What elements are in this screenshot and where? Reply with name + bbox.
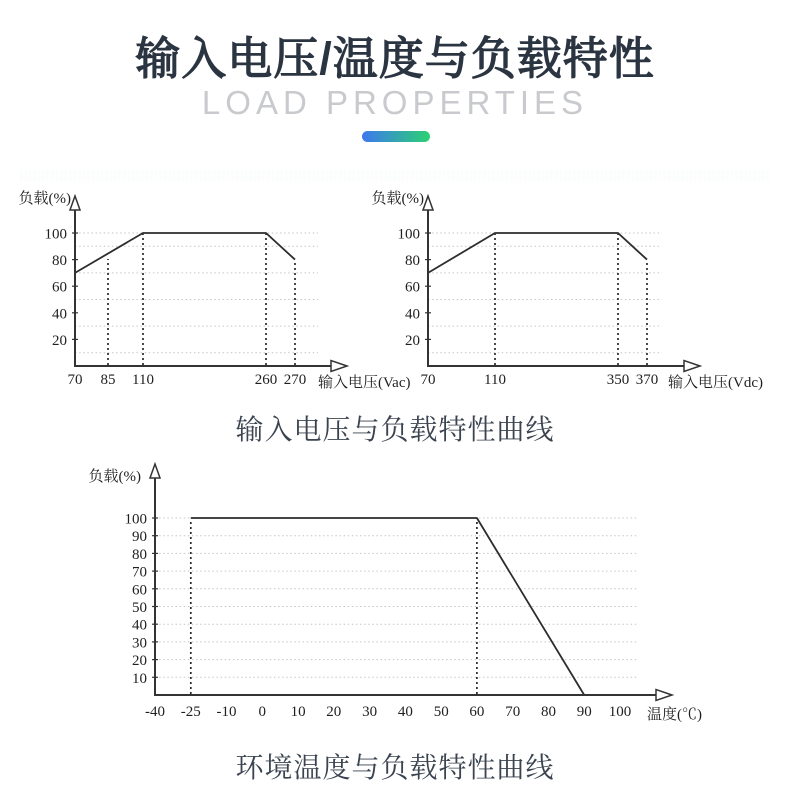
page-subtitle: LOAD PROPERTIES: [201, 84, 589, 121]
x-axis-arrow-icon: [656, 690, 672, 701]
y-tick-label: 80: [132, 546, 147, 563]
x-axis-arrow-icon: [331, 361, 347, 372]
x-tick-label: 370: [635, 372, 659, 388]
x-axis-label: 温度(℃): [647, 707, 702, 723]
y-tick-label: 70: [132, 564, 147, 581]
temperature-chart-caption: 环境温度与负载特性曲线: [235, 752, 555, 783]
y-axis-label: 负载(%): [371, 191, 424, 207]
y-tick-label: 20: [52, 332, 67, 349]
y-tick-label: 20: [132, 653, 147, 670]
x-tick-label: 10: [290, 704, 306, 720]
x-tick-label: 110: [132, 372, 154, 388]
vac-load-chart: [19, 189, 411, 391]
temperature-load-chart: [89, 464, 703, 723]
x-tick-label: 90: [576, 704, 592, 720]
y-tick-label: 80: [405, 253, 420, 270]
y-tick-label: 50: [132, 600, 147, 616]
x-tick-label: 30: [362, 704, 378, 720]
y-axis-label: 负载(%): [18, 191, 71, 207]
x-tick-label: 350: [606, 372, 630, 388]
y-axis-label: 负载(%): [88, 469, 141, 485]
x-axis-arrow-icon: [684, 361, 700, 372]
y-tick-label: 80: [52, 253, 67, 270]
x-tick-label: 70: [420, 372, 436, 388]
y-axis-arrow-icon: [423, 196, 433, 210]
x-tick-label: 60: [469, 704, 485, 720]
y-axis-arrow-icon: [70, 196, 80, 210]
x-tick-label: 70: [67, 372, 83, 388]
y-tick-label: 40: [132, 617, 147, 634]
x-tick-label: -40: [145, 704, 165, 720]
y-tick-label: 20: [405, 332, 420, 349]
y-tick-label: 100: [44, 226, 67, 243]
y-tick-label: 60: [52, 279, 67, 296]
vac-load-chart-series-line: [75, 233, 295, 273]
y-tick-label: 100: [124, 511, 147, 528]
vdc-load-chart: [372, 189, 763, 391]
x-tick-label: 270: [283, 372, 307, 388]
x-tick-label: -10: [216, 704, 237, 720]
x-tick-label: 70: [505, 704, 521, 720]
vdc-load-chart-series-line: [428, 233, 647, 273]
x-tick-label: 20: [326, 704, 342, 720]
x-tick-label: -25: [180, 704, 201, 720]
y-tick-label: 40: [405, 306, 420, 323]
x-tick-label: 80: [541, 704, 556, 720]
x-axis-label: 输入电压(Vdc): [668, 375, 763, 391]
voltage-charts-caption: 输入电压与负载特性曲线: [235, 414, 555, 445]
x-tick-label: 100: [608, 704, 632, 720]
y-tick-label: 40: [52, 306, 67, 323]
y-tick-label: 30: [132, 635, 147, 652]
x-axis-label: 输入电压(Vac): [318, 375, 411, 391]
y-axis-arrow-icon: [150, 464, 160, 478]
x-tick-label: 110: [484, 372, 506, 388]
x-tick-label: 40: [397, 704, 413, 720]
y-tick-label: 10: [132, 670, 147, 687]
page-title: 输入电压/温度与负载特性: [135, 33, 655, 84]
x-tick-label: 260: [254, 372, 278, 388]
y-tick-label: 100: [397, 226, 420, 243]
x-tick-label: 50: [433, 704, 449, 720]
y-tick-label: 60: [405, 279, 420, 296]
y-tick-label: 90: [132, 529, 147, 546]
x-tick-label: 85: [100, 372, 116, 388]
y-tick-label: 60: [132, 582, 147, 599]
x-tick-label: 0: [258, 704, 267, 720]
